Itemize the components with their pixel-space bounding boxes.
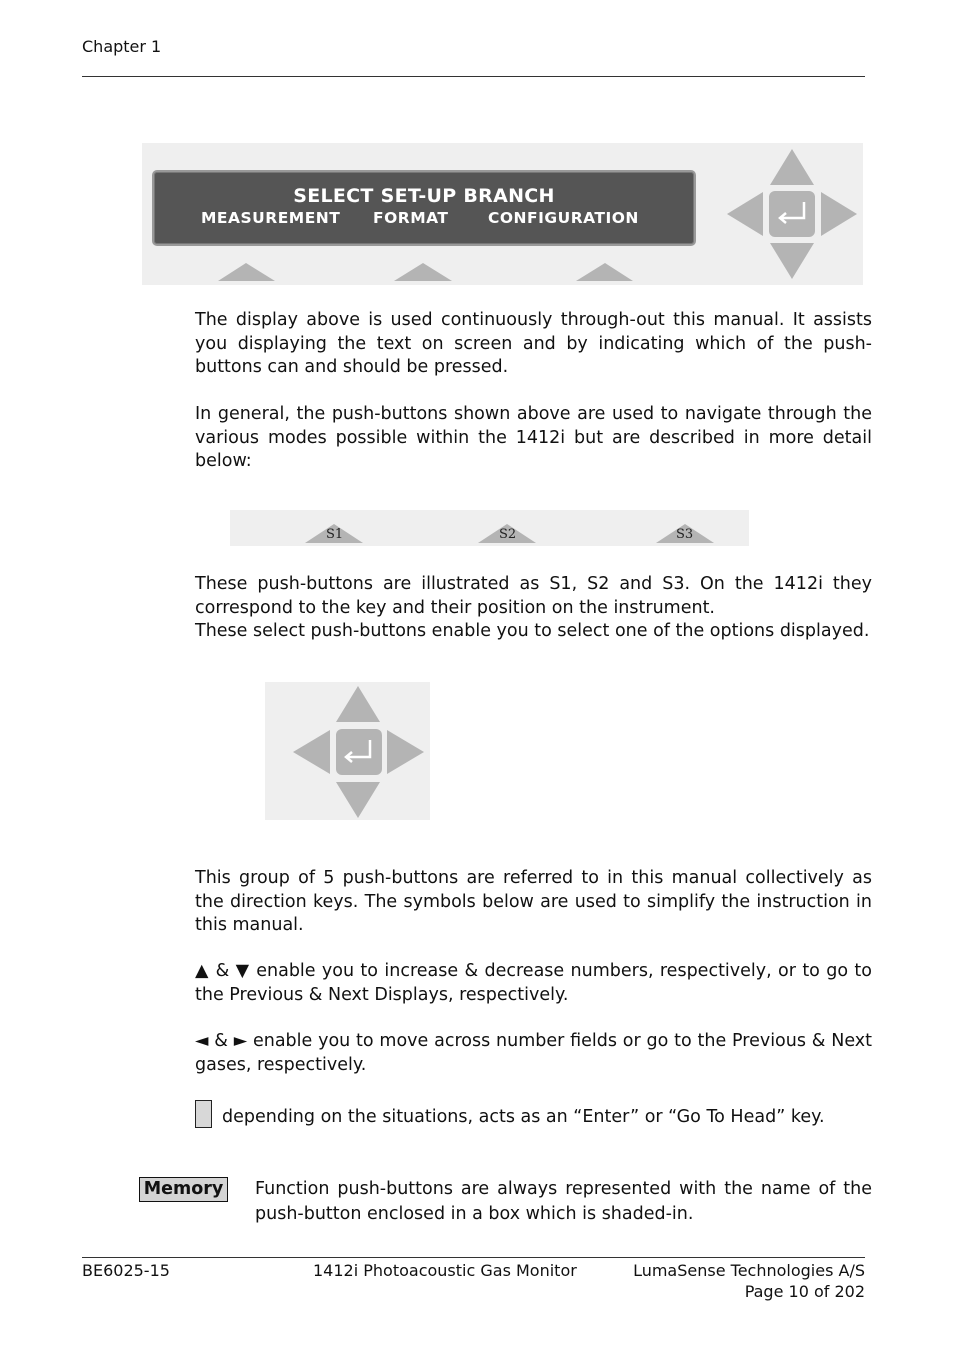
footer-page: Page 10 of 202 <box>744 1282 865 1301</box>
paragraph-display-intro: The display above is used continuously through-out this manual. It assists you displaying the text on screen and by indicating which of the push-buttons can and should be pressed. <box>195 310 872 377</box>
paragraph-function-buttons: Function push-buttons are always represented with the name of the push-button enclosed in a box which is shaded-in. <box>255 1179 872 1224</box>
s1-label: S1 <box>326 527 344 542</box>
paragraph-left-right: ◄ & ► enable you to move across number fields or go to the Previous & Next gases, respectively. <box>195 1031 872 1075</box>
s3-triangle-icon <box>576 263 633 281</box>
footer-rule <box>82 1257 865 1258</box>
select-buttons-illustration <box>230 510 749 546</box>
paragraph-direction-keys: This group of 5 push-buttons are referred to in this manual collectively as the direction keys. The symbols below are used to simplify the instruction in this manual. <box>195 868 872 935</box>
enter-key-icon <box>336 729 382 775</box>
lcd-option-configuration: CONFIGURATION <box>488 209 639 227</box>
display-illustration <box>142 143 863 285</box>
s2-triangle-icon <box>394 263 452 281</box>
paragraph-select-buttons: These push-buttons are illustrated as S1, S2 and S3. On the 1412i they correspond to the key and their position on the instrument. These select push-buttons enable you to select one of the options displayed. <box>195 574 872 641</box>
enter-key-symbol <box>195 1100 212 1128</box>
down-arrow-icon <box>336 782 380 818</box>
footer-doc-id: BE6025-15 <box>82 1261 170 1280</box>
enter-key-icon <box>769 191 815 237</box>
footer-product: 1412i Photoacoustic Gas Monitor <box>313 1261 577 1280</box>
lcd-option-format: FORMAT <box>373 209 449 227</box>
up-arrow-icon <box>336 686 380 722</box>
footer-company: LumaSense Technologies A/S <box>633 1261 865 1280</box>
chapter-header: Chapter 1 <box>82 37 162 56</box>
left-arrow-icon <box>727 192 763 236</box>
down-arrow-icon <box>770 243 814 279</box>
right-arrow-icon <box>387 730 424 774</box>
s1-triangle-icon <box>218 263 275 281</box>
lcd-option-measurement: MEASUREMENT <box>201 209 341 227</box>
paragraph-up-down: ▲ & ▼ enable you to increase & decrease numbers, respectively, or to go to the Previous & Next Displays, respectively. <box>195 961 872 1005</box>
s3-label: S3 <box>676 527 694 542</box>
right-arrow-icon <box>821 192 857 236</box>
up-arrow-icon <box>770 149 814 185</box>
paragraph-push-buttons: In general, the push-buttons shown above are used to navigate through the various modes possible within the 1412i but are described in more detail below: <box>195 404 872 471</box>
header-rule <box>82 76 865 77</box>
lcd-title: SELECT SET-UP BRANCH <box>293 185 555 207</box>
footer-company-block <box>600 1260 865 1302</box>
paragraph-enter-key: depending on the situations, acts as an “Enter” or “Go To Head” key. <box>195 1100 872 1130</box>
display-keys <box>142 143 863 285</box>
direction-keys-illustration <box>265 682 430 820</box>
s2-label: S2 <box>499 527 517 542</box>
left-arrow-icon <box>293 730 330 774</box>
memory-function-button: Memory <box>139 1177 228 1202</box>
